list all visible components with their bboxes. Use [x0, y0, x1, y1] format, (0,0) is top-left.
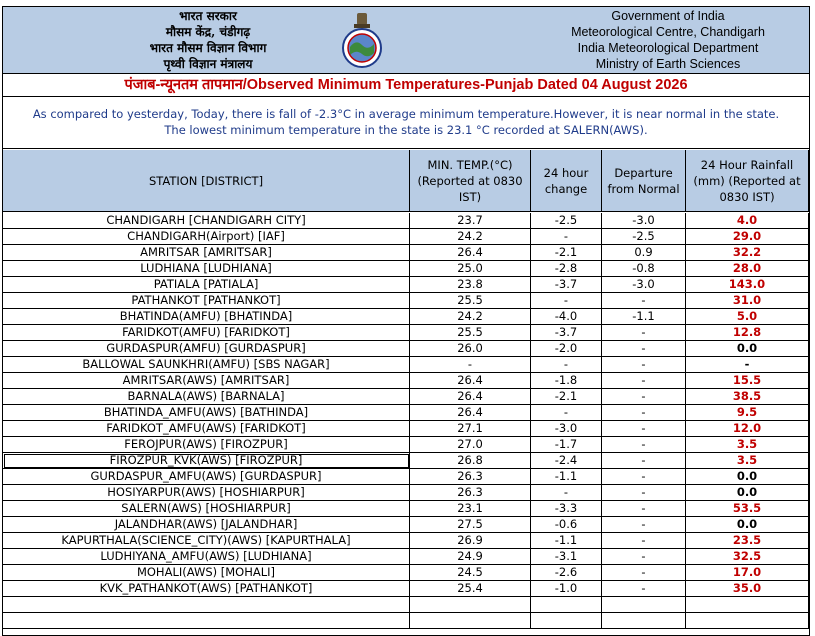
departure-cell[interactable]: - [602, 341, 686, 357]
english-line: India Meteorological Department [577, 41, 759, 55]
departure-cell[interactable]: -3.0 [602, 277, 686, 293]
min-temp-cell[interactable]: 24.2 [410, 309, 531, 325]
table-row [3, 501, 809, 517]
hindi-line: मौसम केंद्र, चंडीगढ़ [165, 25, 251, 39]
departure-cell[interactable]: -1.1 [602, 309, 686, 325]
rainfall-cell[interactable]: 0.0 [686, 469, 809, 485]
min-temp-cell[interactable]: 26.9 [410, 533, 531, 549]
summary-line: As compared to yesterday, Today, there is fall of -2.3°C in average minimum temperature.However, it is near normal in the state. [32, 107, 780, 121]
rainfall-cell[interactable]: 29.0 [686, 229, 809, 245]
departure-cell[interactable]: - [602, 405, 686, 421]
min-temp-cell[interactable]: 23.1 [410, 501, 531, 517]
departure-cell[interactable]: - [602, 517, 686, 533]
table-row [3, 341, 809, 357]
change-cell[interactable]: -2.8 [531, 261, 602, 277]
table-row [3, 437, 809, 453]
table-row [3, 325, 809, 341]
change-cell[interactable]: -3.3 [531, 501, 602, 517]
change-cell[interactable]: -1.0 [531, 581, 602, 597]
departure-cell[interactable]: - [602, 373, 686, 389]
station-cell[interactable]: HOSIYARPUR(AWS) [HOSHIARPUR] [3, 485, 410, 501]
rainfall-cell[interactable]: 0.0 [686, 341, 809, 357]
column-header-departure[interactable]: Departure from Normal [602, 150, 686, 212]
min-temp-cell[interactable]: 26.3 [410, 469, 531, 485]
min-temp-cell[interactable] [410, 613, 531, 629]
summary-line: The lowest minimum temperature in the state is 23.1 °C recorded at SALERN(AWS). [164, 123, 648, 137]
rainfall-cell[interactable] [686, 597, 809, 613]
table-row [3, 565, 809, 581]
station-cell[interactable]: MOHALI(AWS) [MOHALI] [3, 565, 410, 581]
table-row [3, 261, 809, 277]
change-cell[interactable]: - [531, 485, 602, 501]
change-cell[interactable]: -3.7 [531, 325, 602, 341]
min-temp-cell[interactable]: 25.4 [410, 581, 531, 597]
station-cell[interactable]: FEROJPUR(AWS) [FIROZPUR] [3, 437, 410, 453]
rainfall-cell[interactable]: 12.8 [686, 325, 809, 341]
change-cell[interactable]: -2.1 [531, 389, 602, 405]
rainfall-cell[interactable]: 23.5 [686, 533, 809, 549]
change-cell[interactable]: -1.1 [531, 533, 602, 549]
change-cell[interactable]: - [531, 293, 602, 309]
rainfall-cell[interactable]: 53.5 [686, 501, 809, 517]
departure-cell[interactable] [602, 597, 686, 613]
station-cell[interactable]: CHANDIGARH [CHANDIGARH CITY] [3, 213, 410, 229]
rainfall-cell[interactable]: 32.5 [686, 549, 809, 565]
departure-cell[interactable]: - [602, 549, 686, 565]
table-row [3, 277, 809, 293]
min-temp-cell[interactable]: 26.4 [410, 373, 531, 389]
departure-cell[interactable]: - [602, 533, 686, 549]
rainfall-cell[interactable]: 31.0 [686, 293, 809, 309]
station-cell[interactable]: KAPURTHALA(SCIENCE_CITY)(AWS) [KAPURTHALA] [3, 533, 410, 549]
rainfall-cell[interactable]: 0.0 [686, 517, 809, 533]
change-cell[interactable]: -2.6 [531, 565, 602, 581]
departure-cell[interactable]: - [602, 485, 686, 501]
change-cell[interactable]: -2.0 [531, 341, 602, 357]
table-row [3, 293, 809, 309]
departure-cell[interactable]: - [602, 325, 686, 341]
station-cell[interactable]: FARIDKOT(AMFU) [FARIDKOT] [3, 325, 410, 341]
min-temp-cell[interactable]: 25.0 [410, 261, 531, 277]
min-temp-cell[interactable]: 26.0 [410, 341, 531, 357]
english-line: Ministry of Earth Sciences [595, 57, 741, 71]
min-temp-cell[interactable]: 25.5 [410, 325, 531, 341]
table-row [3, 469, 809, 485]
table-row [3, 533, 809, 549]
english-line: Meteorological Centre, Chandigarh [571, 25, 765, 39]
change-cell[interactable]: -3.7 [531, 277, 602, 293]
station-cell[interactable]: PATHANKOT [PATHANKOT] [3, 293, 410, 309]
change-cell[interactable]: -2.4 [531, 453, 602, 469]
rainfall-cell[interactable]: 4.0 [686, 213, 809, 229]
min-temp-cell[interactable]: - [410, 357, 531, 373]
rainfall-cell[interactable]: 12.0 [686, 421, 809, 437]
change-cell[interactable]: -1.7 [531, 437, 602, 453]
change-cell[interactable]: - [531, 405, 602, 421]
min-temp-cell[interactable]: 26.8 [410, 453, 531, 469]
table-row [3, 309, 809, 325]
change-cell[interactable]: - [531, 357, 602, 373]
imd-emblem-icon [336, 11, 388, 69]
station-cell[interactable]: LUDHIYANA_AMFU(AWS) [LUDHIANA] [3, 549, 410, 565]
change-cell[interactable] [531, 613, 602, 629]
table-row [3, 613, 809, 629]
departure-cell[interactable]: - [602, 453, 686, 469]
page-header [3, 7, 809, 74]
rainfall-cell[interactable]: 9.5 [686, 405, 809, 421]
rainfall-cell[interactable] [686, 613, 809, 629]
change-cell[interactable]: -1.1 [531, 469, 602, 485]
min-temp-cell[interactable]: 24.5 [410, 565, 531, 581]
rainfall-cell[interactable]: 17.0 [686, 565, 809, 581]
rainfall-cell[interactable]: 32.2 [686, 245, 809, 261]
station-cell[interactable] [3, 597, 410, 613]
station-cell[interactable] [3, 613, 410, 629]
rainfall-cell[interactable]: 38.5 [686, 389, 809, 405]
change-cell[interactable]: -3.0 [531, 421, 602, 437]
station-cell[interactable]: FIROZPUR_KVK(AWS) [FIROZPUR] [3, 453, 410, 469]
station-cell[interactable]: BARNALA(AWS) [BARNALA] [3, 389, 410, 405]
column-header-min-temp[interactable]: MIN. TEMP.(°C) (Reported at 0830 IST) [410, 150, 531, 212]
hindi-line: पृथ्वी विज्ञान मंत्रालय [163, 57, 253, 71]
station-cell[interactable]: LUDHIANA [LUDHIANA] [3, 261, 410, 277]
min-temp-cell[interactable]: 23.7 [410, 213, 531, 229]
min-temp-cell[interactable] [410, 597, 531, 613]
min-temp-cell[interactable]: 24.2 [410, 229, 531, 245]
departure-cell[interactable]: 0.9 [602, 245, 686, 261]
table-row [3, 453, 809, 469]
min-temp-cell[interactable]: 23.8 [410, 277, 531, 293]
departure-cell[interactable]: -2.5 [602, 229, 686, 245]
hindi-org-block [113, 8, 303, 72]
table-row [3, 373, 809, 389]
min-temp-cell[interactable]: 26.3 [410, 485, 531, 501]
min-temp-cell[interactable]: 27.1 [410, 421, 531, 437]
min-temp-cell[interactable]: 24.9 [410, 549, 531, 565]
table-row [3, 597, 809, 613]
table-row [3, 421, 809, 437]
station-cell[interactable]: PATIALA [PATIALA] [3, 277, 410, 293]
change-cell[interactable]: -2.1 [531, 245, 602, 261]
column-header-24h-change[interactable]: 24 hour change [531, 150, 602, 212]
change-cell[interactable] [531, 597, 602, 613]
change-cell[interactable]: -0.6 [531, 517, 602, 533]
min-temp-cell[interactable]: 26.4 [410, 245, 531, 261]
departure-cell[interactable]: - [602, 293, 686, 309]
rainfall-cell[interactable]: 143.0 [686, 277, 809, 293]
column-header-station[interactable]: STATION [DISTRICT] [3, 150, 410, 212]
departure-cell[interactable]: -0.8 [602, 261, 686, 277]
rainfall-cell[interactable]: 28.0 [686, 261, 809, 277]
station-cell[interactable]: FARIDKOT_AMFU(AWS) [FARIDKOT] [3, 421, 410, 437]
min-temp-cell[interactable]: 26.4 [410, 405, 531, 421]
page-title: पंजाब-न्यूनतम तापमान/Observed Minimum Temperatures-Punjab Dated 04 August 2026 [3, 74, 809, 97]
table-row [3, 405, 809, 421]
station-cell[interactable]: AMRITSAR [AMRITSAR] [3, 245, 410, 261]
table-row [3, 245, 809, 261]
english-org-block [548, 8, 788, 72]
departure-cell[interactable]: - [602, 437, 686, 453]
departure-cell[interactable]: - [602, 357, 686, 373]
departure-cell[interactable]: - [602, 581, 686, 597]
change-cell[interactable]: - [531, 229, 602, 245]
column-header-rainfall[interactable]: 24 Hour Rainfall (mm) (Reported at 0830 IST) [686, 150, 809, 212]
station-cell[interactable]: GURDASPUR(AMFU) [GURDASPUR] [3, 341, 410, 357]
departure-cell[interactable]: - [602, 501, 686, 517]
table-row [3, 581, 809, 597]
departure-cell[interactable]: - [602, 565, 686, 581]
table-row [3, 389, 809, 405]
hindi-line: भारत सरकार [179, 9, 237, 23]
rainfall-cell[interactable]: 3.5 [686, 453, 809, 469]
min-temp-cell[interactable]: 27.0 [410, 437, 531, 453]
hindi-line: भारत मौसम विज्ञान विभाग [149, 41, 267, 55]
min-temp-cell[interactable]: 25.5 [410, 293, 531, 309]
min-temp-cell[interactable]: 27.5 [410, 517, 531, 533]
summary-text [3, 97, 809, 149]
station-cell[interactable]: AMRITSAR(AWS) [AMRITSAR] [3, 373, 410, 389]
table-row [3, 213, 809, 229]
table-row [3, 229, 809, 245]
rainfall-cell[interactable]: 15.5 [686, 373, 809, 389]
rainfall-cell[interactable]: 0.0 [686, 485, 809, 501]
departure-cell[interactable]: - [602, 421, 686, 437]
rainfall-cell[interactable]: 5.0 [686, 309, 809, 325]
departure-cell[interactable]: - [602, 469, 686, 485]
table-row [3, 517, 809, 533]
min-temp-cell[interactable]: 26.4 [410, 389, 531, 405]
rainfall-cell[interactable]: 35.0 [686, 581, 809, 597]
table-row [3, 549, 809, 565]
station-cell[interactable]: CHANDIGARH(Airport) [IAF] [3, 229, 410, 245]
change-cell[interactable]: -4.0 [531, 309, 602, 325]
station-cell[interactable]: SALERN(AWS) [HOSHIARPUR] [3, 501, 410, 517]
departure-cell[interactable]: -3.0 [602, 213, 686, 229]
english-line: Government of India [611, 9, 725, 23]
change-cell[interactable]: -1.8 [531, 373, 602, 389]
station-cell[interactable]: KVK_PATHANKOT(AWS) [PATHANKOT] [3, 581, 410, 597]
change-cell[interactable]: -3.1 [531, 549, 602, 565]
change-cell[interactable]: -2.5 [531, 213, 602, 229]
departure-cell[interactable] [602, 613, 686, 629]
departure-cell[interactable]: - [602, 389, 686, 405]
rainfall-cell[interactable]: 3.5 [686, 437, 809, 453]
station-cell[interactable]: JALANDHAR(AWS) [JALANDHAR] [3, 517, 410, 533]
table-row [3, 485, 809, 501]
station-cell[interactable]: BHATINDA_AMFU(AWS) [BATHINDA] [3, 405, 410, 421]
table-row [3, 357, 809, 373]
rainfall-cell[interactable]: - [686, 357, 809, 373]
station-cell[interactable]: BHATINDA(AMFU) [BHATINDA] [3, 309, 410, 325]
station-cell[interactable]: GURDASPUR_AMFU(AWS) [GURDASPUR] [3, 469, 410, 485]
station-cell[interactable]: BALLOWAL SAUNKHRI(AMFU) [SBS NAGAR] [3, 357, 410, 373]
